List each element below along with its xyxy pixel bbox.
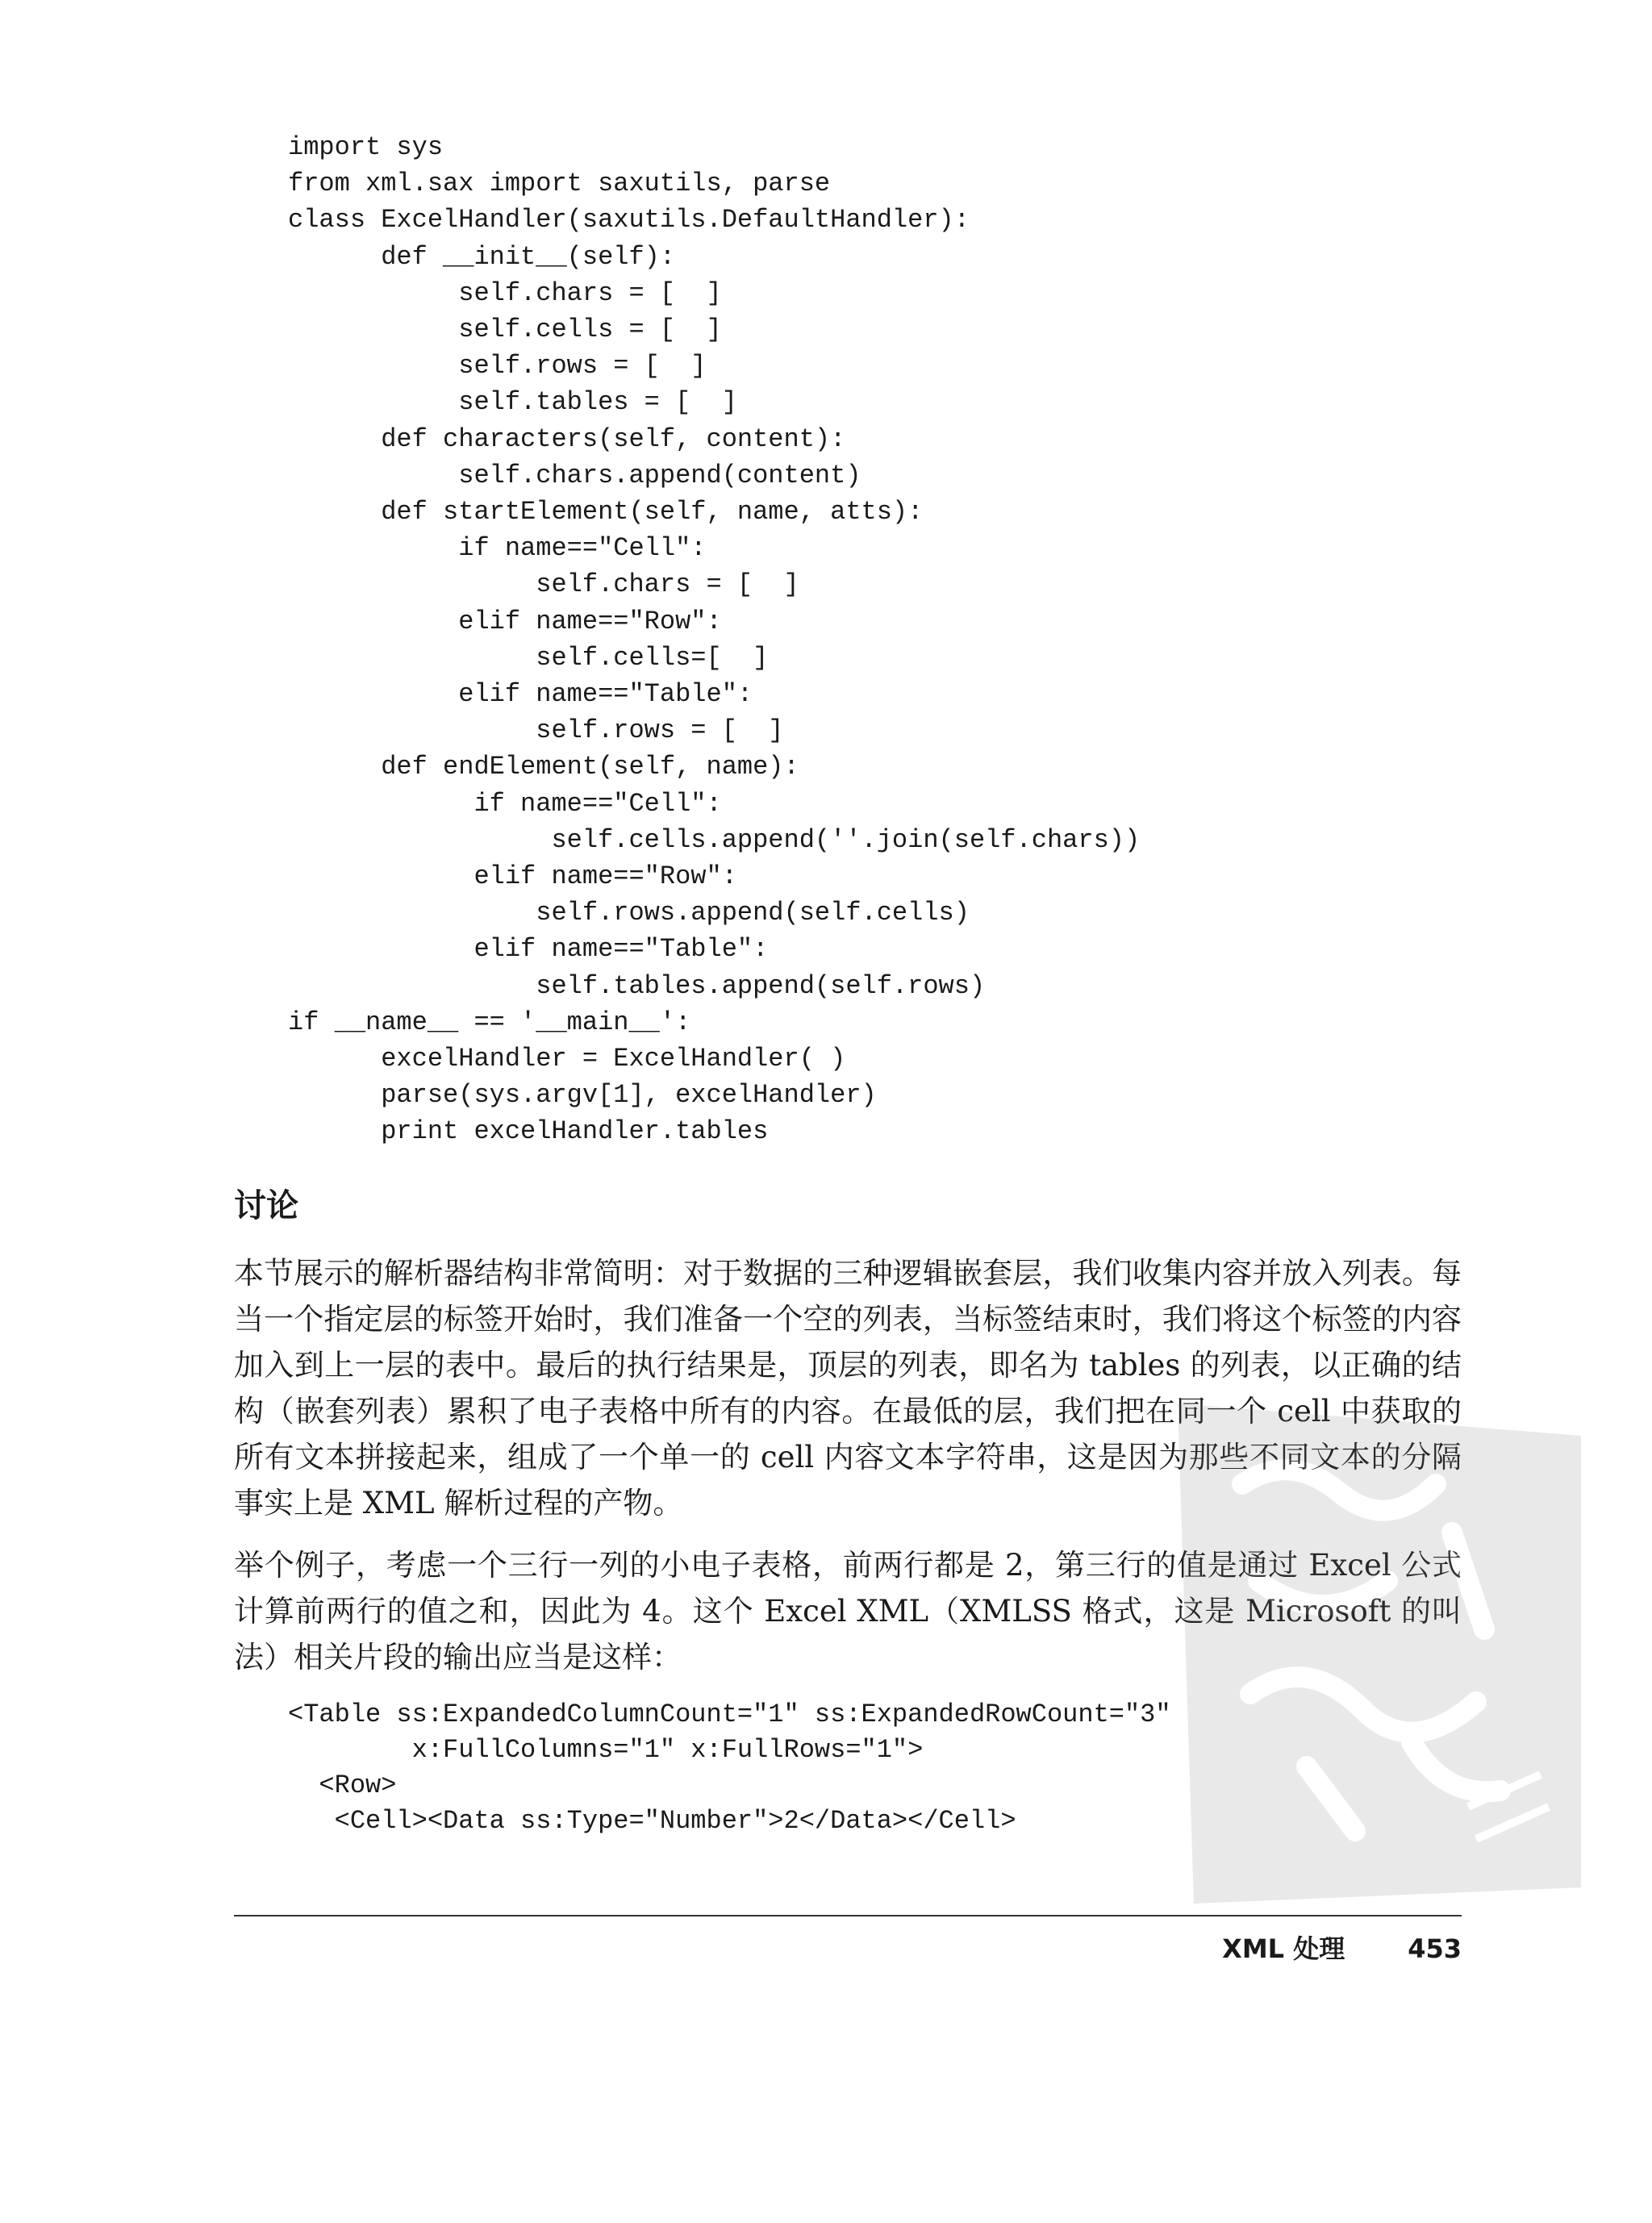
- footer-section-title: XML 处理: [1222, 1933, 1345, 1964]
- page-footer: [1222, 1931, 1462, 1966]
- discussion-paragraph-2: 举个例子，考虑一个三行一列的小电子表格，前两行都是 2，第三行的值是通过 Excel 公式计算前两行的值之和，因此为 4。这个 Excel XML（XMLSS 格式，这是 Microsoft 的叫法）相关片段的输出应当是这样：: [234, 1548, 1462, 1675]
- discussion-paragraph-1: 本节展示的解析器结构非常简明：对于数据的三种逻辑嵌套层，我们收集内容并放入列表。每当一个指定层的标签开始时，我们准备一个空的列表，当标签结束时，我们将这个标签的内容加入到上一层的表中。最后的执行结果是，顶层的列表，即名为 tables 的列表，以正确的结构（嵌套列表）累积了电子表格中所有的内容。在最低的层，我们把在同一个 cell 中获取的所有文本拼接起来，组成了一个单一的 cell 内容文本字符串，这是因为那些不同文本的分隔事实上是 XML 解析过程的产物。: [234, 1256, 1462, 1520]
- footer-divider: [234, 1915, 1462, 1916]
- discussion-heading: 讨论: [234, 1187, 298, 1224]
- python-code-listing: import sys from xml.sax import saxutils, parse class ExcelHandler(saxutils.DefaultHandler): def __init__(self): self.chars = [ ] self.cells = [ ] self.rows = [ ] self.tables = [ ] def characters(self, content): self.chars.append(content) def startElement(self, name, atts): if name=="Cell": self.chars = [ ] elif name=="Row": self.cells=[ ] elif name=="Table": self.rows = [ ] def endElement(self, name): if name=="Cell": self.cells.append(''.join(self.chars)) elif name=="Row": self.rows.append(self.cells) elif name=="Table": self.tables.append(self.rows) if __name__ == '__main__': excelHandler = ExcelHandler( ) parse(sys.argv[1], excelHandler) print excelHandler.tables: [288, 132, 1141, 1147]
- xml-code-snippet: <Table ss:ExpandedColumnCount="1" ss:ExpandedRowCount="3" x:FullColumns="1" x:FullRows="1"> <Row> <Cell><Data ss:Type="Number">2</Data></Cell>: [288, 1700, 1171, 1836]
- page-number: 453: [1408, 1933, 1462, 1964]
